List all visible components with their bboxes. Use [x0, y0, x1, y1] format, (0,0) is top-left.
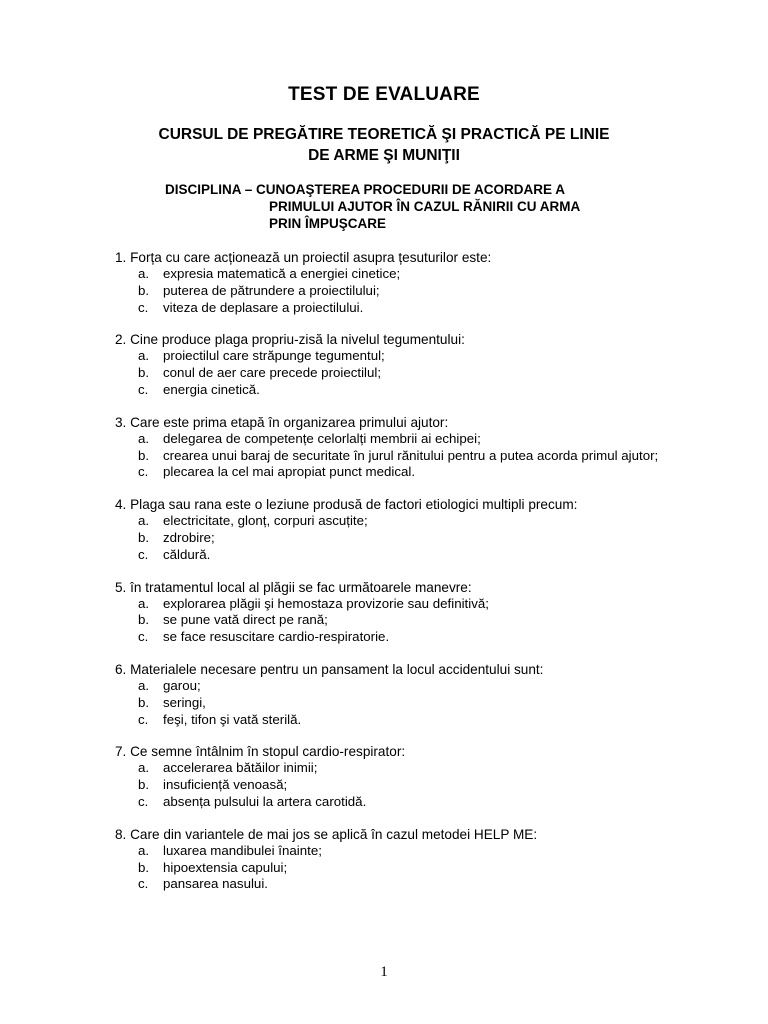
answer-option — [115, 266, 675, 283]
option-text: proiectilul care străpunge tegumentul; — [163, 348, 385, 364]
answer-option — [115, 448, 675, 465]
option-letter: c. — [138, 876, 149, 892]
question-text: 2. Cine produce plaga propriu-zisă la nivelul tegumentului: — [115, 332, 465, 348]
answer-options — [115, 431, 675, 481]
answer-option — [115, 760, 675, 777]
option-letter: c. — [138, 299, 149, 315]
question-item — [115, 331, 675, 398]
answer-option — [115, 777, 675, 794]
discipline-line-2: PRIMULUI AJUTOR ÎN CAZUL RĂNIRII CU ARMA — [269, 199, 581, 214]
question-text: 4. Plaga sau rana este o leziune produsă de factori etiologici multipli precum: — [115, 497, 578, 513]
option-text: pansarea nasului. — [163, 876, 268, 892]
option-letter: c. — [138, 629, 149, 645]
answer-option — [115, 629, 675, 646]
question-item — [115, 414, 675, 481]
page-number: 1 — [380, 964, 388, 980]
question-text: 5. în tratamentul local al plăgii se fac următoarele manevre: — [115, 579, 472, 595]
answer-option — [115, 464, 675, 481]
option-text: se face resuscitare cardio-respiratorie. — [163, 629, 390, 645]
question-list — [115, 249, 675, 908]
option-letter: b. — [138, 529, 150, 545]
answer-options — [115, 513, 675, 563]
answer-option — [115, 365, 675, 382]
option-text: feşi, tifon şi vată sterilă. — [163, 711, 302, 727]
option-text: insuficiență venoasă; — [163, 777, 288, 793]
document-title: TEST DE EVALUARE — [288, 84, 480, 105]
option-text: energia cinetică. — [163, 381, 260, 397]
question-text: 1. Forța cu care acționează un proiectil asupra țesuturilor este: — [115, 250, 492, 265]
answer-option — [115, 530, 675, 547]
answer-option — [115, 695, 675, 712]
option-letter: c. — [138, 381, 149, 397]
option-letter: a. — [138, 595, 150, 611]
option-text: plecarea la cel mai apropiat punct medical. — [163, 464, 416, 480]
question-item — [115, 826, 675, 893]
option-text: crearea unui baraj de securitate în jurul rănitului pentru a putea acorda primul ajutor; — [163, 447, 659, 463]
answer-option — [115, 431, 675, 448]
answer-option — [115, 513, 675, 530]
option-letter: a. — [138, 430, 150, 446]
option-letter: b. — [138, 282, 150, 298]
option-letter: c. — [138, 711, 149, 727]
answer-option — [115, 794, 675, 811]
answer-options — [115, 266, 675, 316]
answer-option — [115, 283, 675, 300]
answer-option — [115, 843, 675, 860]
question-text: 7. Ce semne întâlnim în stopul cardio-respirator: — [115, 744, 406, 760]
answer-option — [115, 712, 675, 729]
option-letter: a. — [138, 348, 150, 364]
option-letter: c. — [138, 464, 149, 480]
option-text: seringi, — [163, 694, 206, 710]
option-letter: c. — [138, 793, 149, 809]
option-text: viteza de deplasare a proiectilului. — [163, 299, 364, 315]
option-letter: c. — [138, 546, 149, 562]
question-item — [115, 743, 675, 810]
answer-option — [115, 612, 675, 629]
option-letter: a. — [138, 513, 150, 529]
answer-options — [115, 760, 675, 810]
answer-option — [115, 300, 675, 317]
discipline-heading — [165, 181, 685, 232]
answer-options — [115, 596, 675, 646]
question-text: 6. Materialele necesare pentru un pansament la locul accidentului sunt: — [115, 661, 544, 677]
course-subtitle-line-1: CURSUL DE PREGĂTIRE TEORETICĂ ŞI PRACTICĂ PE LINIE — [158, 126, 610, 143]
answer-option — [115, 596, 675, 613]
course-subtitle-line-2: DE ARME ŞI MUNIŢII — [308, 147, 460, 164]
option-letter: b. — [138, 694, 150, 710]
option-text: electricitate, glonț, corpuri ascuțite; — [163, 513, 368, 529]
option-text: luxarea mandibulei înainte; — [163, 842, 322, 858]
option-text: explorarea plăgii şi hemostaza provizorie sau definitivă; — [163, 595, 489, 611]
option-text: garou; — [163, 677, 201, 693]
question-text: 3. Care este prima etapă în organizarea primului ajutor: — [115, 414, 449, 430]
question-item — [115, 579, 675, 646]
answer-option — [115, 547, 675, 564]
option-text: se pune vată direct pe rană; — [163, 612, 328, 628]
option-text: căldură. — [163, 546, 211, 562]
option-text: puterea de pătrundere a proiectilului; — [163, 282, 380, 298]
option-text: expresia matematică a energiei cinetice; — [163, 266, 401, 281]
answer-option — [115, 876, 675, 893]
option-letter: a. — [138, 266, 150, 281]
option-text: hipoextensia capului; — [163, 859, 288, 875]
answer-options — [115, 678, 675, 728]
discipline-line-1: DISCIPLINA – CUNOAŞTEREA PROCEDURII DE ACORDARE A — [165, 182, 566, 197]
option-text: accelerarea bătăilor inimii; — [163, 760, 318, 776]
answer-option — [115, 860, 675, 877]
answer-options — [115, 348, 675, 398]
option-letter: a. — [138, 842, 150, 858]
question-item — [115, 661, 675, 728]
answer-options — [115, 843, 675, 893]
question-text: 8. Care din variantele de mai jos se aplică în cazul metodei HELP ME: — [115, 826, 538, 842]
course-subtitle — [0, 124, 768, 166]
option-text: delegarea de competențe celorlalți membrii ai echipei; — [163, 430, 481, 446]
option-letter: b. — [138, 447, 150, 463]
question-item — [115, 249, 675, 316]
option-letter: a. — [138, 677, 150, 693]
discipline-continuation — [165, 198, 685, 232]
discipline-line-3: PRIN ÎMPUŞCARE — [269, 216, 387, 231]
option-letter: b. — [138, 859, 150, 875]
option-letter: b. — [138, 777, 150, 793]
answer-option — [115, 348, 675, 365]
option-text: zdrobire; — [163, 529, 215, 545]
option-letter: a. — [138, 760, 150, 776]
answer-option — [115, 382, 675, 399]
option-letter: b. — [138, 365, 150, 381]
option-letter: b. — [138, 612, 150, 628]
question-item — [115, 496, 675, 563]
option-text: conul de aer care precede proiectilul; — [163, 365, 382, 381]
answer-option — [115, 678, 675, 695]
option-text: absența pulsului la artera carotidă. — [163, 793, 367, 809]
